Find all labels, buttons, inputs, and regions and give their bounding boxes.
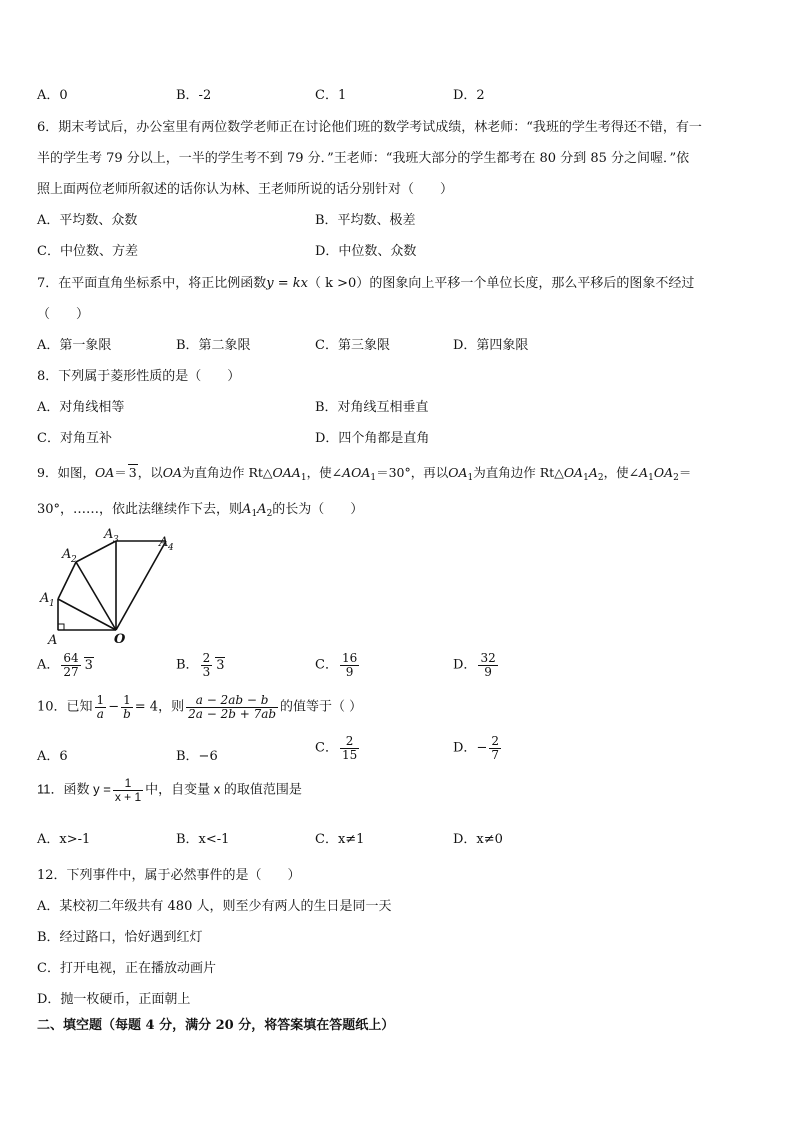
q11-option-c: C．x≠1 bbox=[315, 832, 365, 847]
denominator: 27 bbox=[63, 664, 79, 679]
q5-option-d: D．2 bbox=[453, 88, 485, 103]
fraction bbox=[201, 652, 213, 678]
q9-text: 9．如图， bbox=[37, 465, 95, 480]
fraction bbox=[186, 694, 278, 720]
q8-stem: 8．下列属于菱形性质的是（ ） bbox=[37, 369, 241, 384]
fraction bbox=[121, 694, 133, 720]
q9-subscript: 1 bbox=[251, 509, 258, 519]
numerator: 1 bbox=[96, 693, 105, 707]
denominator: b bbox=[123, 706, 131, 721]
q11-text: 11．函数 y = bbox=[37, 781, 111, 797]
q9-text: OA bbox=[94, 465, 115, 480]
q9-option-b bbox=[176, 652, 225, 678]
fig-label-A2: A bbox=[62, 547, 72, 562]
q9-text: OA bbox=[448, 465, 468, 480]
denominator: 9 bbox=[484, 664, 492, 679]
q6-stem-line2: 半的学生考 79 分以上，一半的学生考不到 79 分．”王老师：“我班大部分的学生都考在 80 分到 85 分之间喔．”依 bbox=[37, 151, 690, 166]
q9-text: ＝ bbox=[114, 465, 127, 480]
q7-function: y = kx bbox=[266, 276, 308, 291]
denominator: 2a − 2b + 7ab bbox=[188, 706, 277, 721]
q6-option-b: B．平均数、极差 bbox=[315, 213, 416, 228]
option-label: D． bbox=[453, 740, 477, 756]
q10-stem bbox=[37, 694, 362, 720]
fraction bbox=[478, 652, 497, 678]
numerator: 2 bbox=[340, 735, 359, 749]
option-label: C． bbox=[315, 740, 338, 756]
q9-text: A bbox=[242, 502, 252, 517]
q12-option-d: D．抛一枚硬币，正面朝上 bbox=[37, 992, 191, 1007]
denominator: x + 1 bbox=[114, 789, 142, 804]
fig-label-O: O bbox=[114, 632, 126, 646]
q11-text: 中，自变量 x 的取值范围是 bbox=[145, 781, 302, 797]
q5-option-a: A．0 bbox=[37, 88, 68, 103]
q11-option-d: D．x≠0 bbox=[453, 832, 503, 847]
q9-text: OAA bbox=[272, 465, 301, 480]
numerator: 2 bbox=[491, 734, 499, 748]
q6-stem-line1: 6．期末考试后，办公室里有两位数学老师正在讨论他们班的数学考试成绩，林老师：“我班的学生考得还不错，有一 bbox=[37, 120, 702, 135]
numerator: a − 2ab − b bbox=[186, 694, 278, 708]
q7-option-c: C．第三象限 bbox=[315, 338, 390, 353]
q6-stem-line3: 照上面两位老师所叙述的话你认为林、王老师所说的话分别针对（ ） bbox=[37, 182, 454, 197]
q7-stem-pre: 7．在平面直角坐标系中，将正比例函数 bbox=[37, 276, 267, 291]
q9-option-c bbox=[315, 652, 361, 678]
q11-stem bbox=[37, 777, 302, 803]
q8-option-c: C．对角互补 bbox=[37, 431, 112, 446]
q9-text: ＝ bbox=[678, 465, 692, 480]
q8-option-b: B．对角线互相垂直 bbox=[315, 400, 429, 415]
denominator: 9 bbox=[345, 664, 354, 679]
q6-option-c: C．中位数、方差 bbox=[37, 244, 138, 259]
q10-text: = 4 bbox=[134, 699, 159, 715]
q9-stem-line1 bbox=[37, 463, 691, 483]
q9-stem-line2 bbox=[37, 498, 363, 519]
q12-option-b: B．经过路口，恰好遇到红灯 bbox=[37, 930, 203, 945]
sqrt: 3 bbox=[84, 657, 93, 673]
q9-option-d bbox=[453, 652, 500, 678]
q9-figure bbox=[36, 526, 186, 646]
option-label: D． bbox=[453, 657, 477, 673]
q10-text: 10．已知 bbox=[37, 699, 93, 715]
q9-text: A bbox=[639, 465, 649, 480]
denominator: 15 bbox=[341, 747, 358, 762]
q5-option-c: C．1 bbox=[315, 88, 347, 103]
q9-text: ，使∠ bbox=[603, 465, 640, 480]
right-angle-mark bbox=[58, 624, 64, 630]
q12-stem: 12．下列事件中，属于必然事件的是（ ） bbox=[37, 868, 301, 883]
q9-text: OA bbox=[563, 465, 584, 480]
fraction bbox=[61, 652, 80, 678]
numerator: 1 bbox=[113, 777, 143, 791]
q9-text: ，使∠ bbox=[306, 465, 343, 480]
fig-sub-1: 1 bbox=[49, 599, 55, 609]
numerator: 64 bbox=[63, 651, 79, 665]
denominator: 3 bbox=[202, 664, 211, 679]
q10-option-b: B．−6 bbox=[176, 749, 218, 764]
q7-stem-line2: （ ） bbox=[37, 307, 90, 322]
q10-text: ，则 bbox=[158, 699, 185, 715]
q9-text: ＝30°，再以 bbox=[376, 465, 449, 480]
q6-option-a: A．平均数、众数 bbox=[37, 213, 138, 228]
fig-label-A4: A bbox=[159, 535, 169, 550]
q12-option-a: A．某校初二年级共有 480 人，则至少有两人的生日是同一天 bbox=[37, 899, 392, 914]
fig-label-A1: A bbox=[40, 591, 50, 606]
numerator: 1 bbox=[121, 694, 133, 708]
q10-option-d bbox=[453, 735, 503, 761]
q9-subscript: 1 bbox=[300, 473, 307, 483]
q9-text: 为直角边作 Rt△ bbox=[182, 465, 273, 480]
denominator: 7 bbox=[491, 747, 499, 762]
fraction bbox=[340, 735, 359, 761]
q10-option-a: A．6 bbox=[37, 749, 68, 764]
numerator: 16 bbox=[341, 651, 358, 665]
q8-option-d: D．四个角都是直角 bbox=[315, 431, 430, 446]
fig-sub-2: 2 bbox=[71, 555, 77, 565]
q7-stem-post: 的图象向上平移一个单位长度，那么平移后的图象不经过 bbox=[369, 276, 695, 291]
fraction bbox=[340, 652, 359, 678]
fig-sub-3: 3 bbox=[113, 535, 119, 545]
q9-text: A bbox=[257, 502, 267, 517]
q5-option-b: B．-2 bbox=[176, 88, 212, 103]
q9-text: A bbox=[588, 465, 598, 480]
q9-sqrt: 3 bbox=[128, 465, 137, 480]
q7-option-b: B．第二象限 bbox=[176, 338, 251, 353]
q10-option-c bbox=[315, 735, 361, 761]
fig-sub-4: 4 bbox=[168, 543, 174, 553]
q9-subscript: 1 bbox=[583, 473, 589, 483]
fig-label-A: A bbox=[48, 633, 58, 646]
q9-text: 30°，……，依此法继续作下去，则 bbox=[37, 502, 243, 517]
q7-option-a: A．第一象限 bbox=[37, 338, 112, 353]
sqrt: 3 bbox=[216, 657, 225, 673]
q11-option-b: B．x<-1 bbox=[176, 832, 230, 847]
fraction bbox=[489, 735, 501, 761]
option-label: C． bbox=[315, 657, 338, 673]
option-label: B． bbox=[176, 657, 199, 673]
minus-sign: − bbox=[476, 740, 488, 756]
q6-option-d: D．中位数、众数 bbox=[315, 244, 417, 259]
fraction bbox=[95, 694, 107, 720]
q9-subscript: 2 bbox=[597, 473, 604, 483]
fig-label-A3: A bbox=[104, 527, 114, 542]
q9-text: OA bbox=[653, 465, 674, 480]
q9-subscript: 1 bbox=[467, 473, 474, 483]
q9-subscript: 1 bbox=[648, 473, 654, 483]
q9-subscript: 2 bbox=[266, 509, 273, 519]
q7-stem-line1 bbox=[37, 272, 694, 291]
fraction bbox=[113, 777, 143, 803]
q7-condition: （ k >0） bbox=[308, 276, 370, 291]
numerator: 2 bbox=[202, 651, 211, 665]
section-heading-fill-in: 二、填空题（每题 4 分，满分 20 分，将答案填在答题纸上） bbox=[37, 1018, 395, 1033]
q9-text: 的长为（ ） bbox=[272, 502, 364, 517]
option-label: A． bbox=[37, 657, 60, 673]
q9-subscript: 1 bbox=[370, 473, 377, 483]
q9-subscript: 2 bbox=[673, 473, 679, 483]
q10-text: − bbox=[108, 699, 120, 715]
q9-text: AOA bbox=[342, 465, 371, 480]
q12-option-c: C．打开电视，正在播放动画片 bbox=[37, 961, 216, 976]
q9-text: 为直角边作 Rt△ bbox=[473, 465, 564, 480]
q9-text: OA bbox=[162, 465, 182, 480]
q10-text: 的值等于（ ） bbox=[280, 699, 363, 715]
numerator: 32 bbox=[480, 651, 496, 665]
q9-option-a bbox=[37, 652, 94, 678]
q9-text: ，以 bbox=[137, 465, 163, 480]
q8-option-a: A．对角线相等 bbox=[37, 400, 125, 415]
q7-option-d: D．第四象限 bbox=[453, 338, 529, 353]
q11-option-a: A．x>-1 bbox=[37, 832, 91, 847]
denominator: a bbox=[96, 706, 104, 721]
